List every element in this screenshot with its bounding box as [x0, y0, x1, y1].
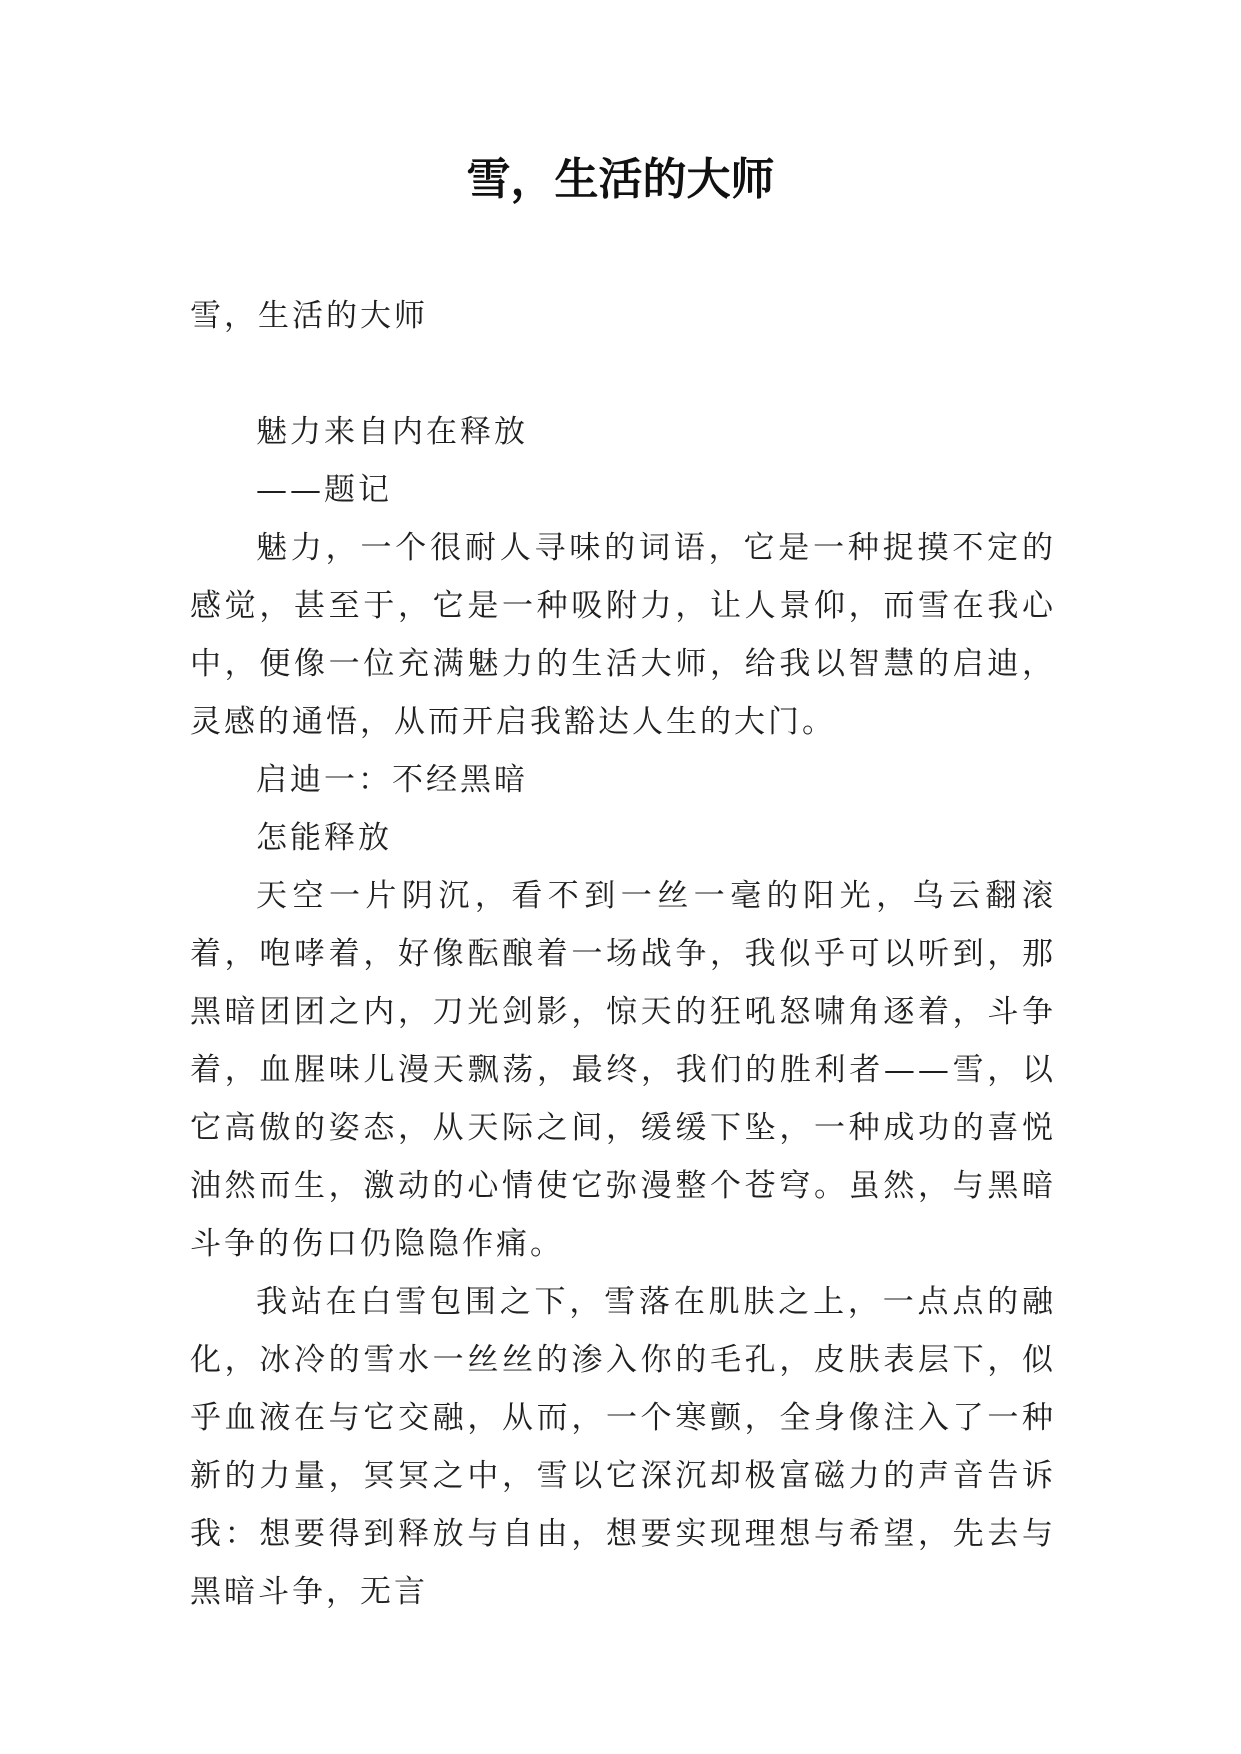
- paragraph: 魅力，一个很耐人寻味的词语，它是一种捉摸不定的感觉，甚至于，它是一种吸附力，让人景仰，而雪在我心中，便像一位充满魅力的生活大师，给我以智慧的启迪，灵感的通悟，从而开启我豁达人生的大门。: [190, 530, 1056, 740]
- document-body: [190, 287, 1056, 1621]
- subtitle: 雪，生活的大师: [190, 298, 428, 334]
- section-heading-line-1: 启迪一：不经黑暗: [256, 762, 528, 798]
- document-title: 雪，生活的大师: [466, 154, 775, 205]
- paragraph: 我站在白雪包围之下，雪落在肌肤之上，一点点的融化，冰冷的雪水一丝丝的渗入你的毛孔，皮肤表层下，似乎血液在与它交融，从而，一个寒颤，全身像注入了一种新的力量，冥冥之中，雪以它深沉却极富磁力的声音告诉我：想要得到释放与自由，想要实现理想与希望，先去与黑暗斗争，无言: [190, 1284, 1056, 1610]
- blank-line: [190, 345, 1056, 403]
- epigraph: 魅力来自内在释放: [256, 414, 528, 450]
- section-heading-line-2: 怎能释放: [256, 820, 392, 856]
- epigraph-note: ——题记: [256, 472, 392, 508]
- paragraph: 天空一片阴沉，看不到一丝一毫的阳光，乌云翻滚着，咆哮着，好像酝酿着一场战争，我似乎可以听到，那黑暗团团之内，刀光剑影，惊天的狂吼怒啸角逐着，斗争着，血腥味儿漫天飘荡，最终，我们的胜利者——雪，以它高傲的姿态，从天际之间，缓缓下坠，一种成功的喜悦油然而生，激动的心情使它弥漫整个苍穹。虽然，与黑暗斗争的伤口仍隐隐作痛。: [190, 878, 1056, 1262]
